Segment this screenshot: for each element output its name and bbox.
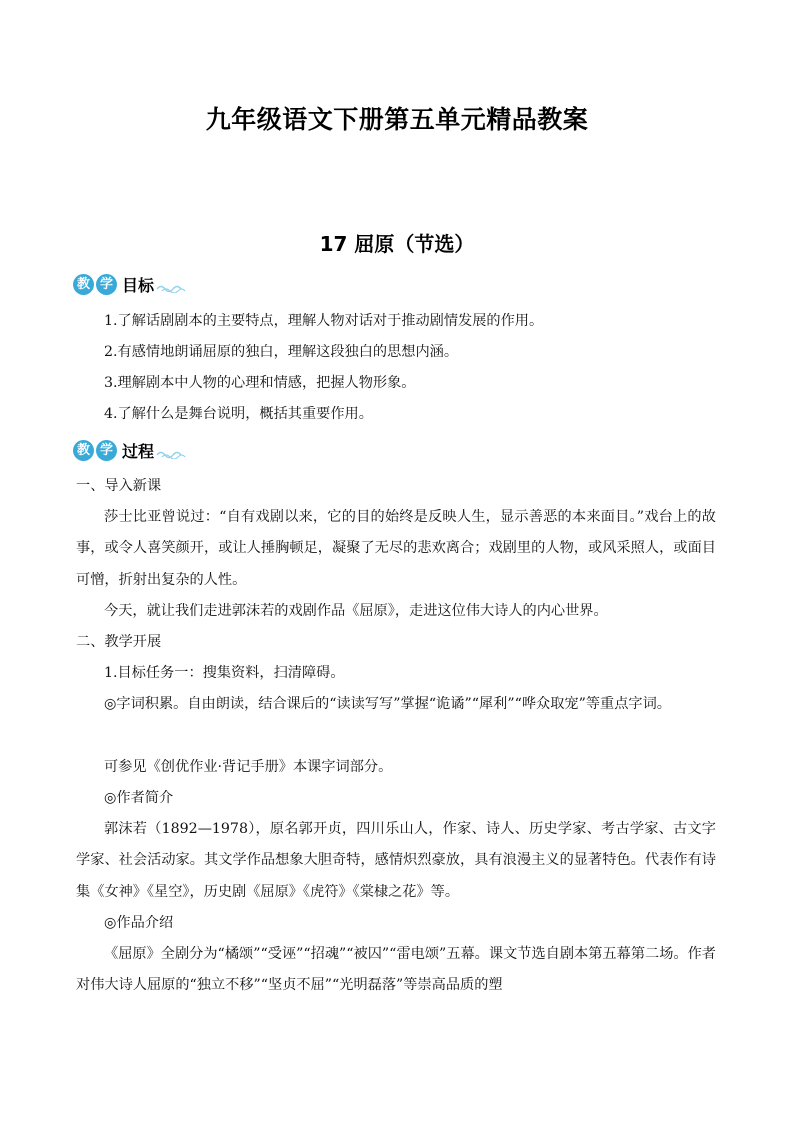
goal-item: 4.了解什么是舞台说明，概括其重要作用。 — [104, 406, 373, 422]
process-badge — [73, 440, 119, 461]
intro-paragraph: 莎士比亚曾说过：“自有戏剧以来，它的目的始终是反映人生，显示善恶的本来面目。”戏台上的故事，或令人喜笑颜开，或让人捶胸顿足，凝聚了无尽的悲欢离合；戏剧里的人物，或风采照人，或面目可憎，折射出复杂的人性。 — [76, 509, 716, 588]
intro-paragraph-2: 今天，就让我们走进郭沫若的戏剧作品《屈原》，走进这位伟大诗人的内心世界。 — [104, 603, 608, 619]
badge-circle-icon: 学 — [96, 274, 117, 295]
wave-decoration-icon — [156, 449, 186, 459]
badge-circle-icon: 学 — [96, 440, 117, 461]
goals-section-header — [73, 271, 186, 297]
task-heading: 1.目标任务一：搜集资料，扫清障碍。 — [104, 665, 345, 681]
goals-badge — [73, 274, 119, 295]
goals-section-label: 目标 — [122, 275, 155, 295]
document-title: 九年级语文下册第五单元精品教案 — [205, 105, 589, 134]
vocab-paragraph: ◎字词积累。自由朗读，结合课后的“读读写写”掌握“诡谲”“犀利”“哗众取宠”等重点字词。 — [104, 696, 671, 712]
work-paragraph: 《屈原》全剧分为“橘颂”“受诬”“招魂”“被囚”“雷电颂”五幕。课文节选自剧本第五幕第二场。作者对伟大诗人屈原的“独立不移”“坚贞不屈”“光明磊落”等崇高品质的塑 — [76, 946, 716, 994]
reference-line: 可参见《创优作业·背记手册》本课字词部分。 — [104, 759, 393, 775]
author-heading: ◎作者简介 — [104, 790, 174, 806]
badge-circle-icon: 教 — [73, 440, 94, 461]
goal-item: 3.理解剧本中人物的心理和情感，把握人物形象。 — [104, 375, 416, 391]
author-paragraph: 郭沫若（1892—1978），原名郭开贞，四川乐山人，作家、诗人、历史学家、考古学家、古文字学家、社会活动家。其文学作品想象大胆奇特，感情炽烈豪放，具有浪漫主义的显著特色。代表作有诗集《女神》《星空》，历史剧《屈原》《虎符》《棠棣之花》等。 — [76, 821, 716, 900]
work-heading: ◎作品介绍 — [104, 915, 174, 931]
process-section-label: 过程 — [122, 441, 155, 461]
process-section-header — [73, 437, 186, 463]
goal-item: 1.了解话剧剧本的主要特点，理解人物对话对于推动剧情发展的作用。 — [104, 313, 544, 329]
lesson-title: 17 屈原（节选） — [319, 232, 475, 256]
badge-circle-icon: 教 — [73, 274, 94, 295]
wave-decoration-icon — [156, 283, 186, 293]
part2-heading: 二、教学开展 — [76, 634, 162, 650]
goal-item: 2.有感情地朗诵屈原的独白，理解这段独白的思想内涵。 — [104, 344, 459, 360]
part1-heading: 一、导入新课 — [76, 478, 162, 494]
